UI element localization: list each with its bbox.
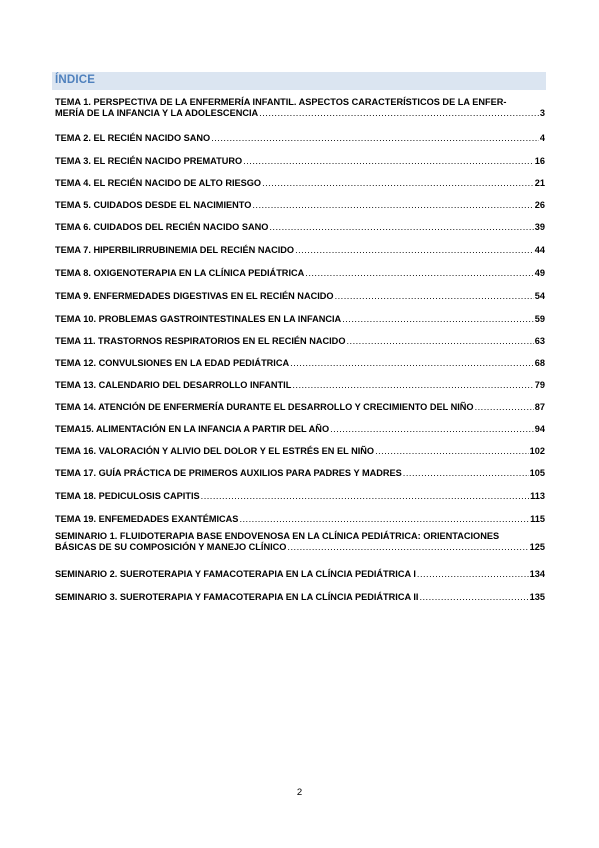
toc-entry-row — [55, 245, 545, 256]
toc-entry-page: 94 — [534, 424, 545, 434]
toc-entry[interactable] — [55, 358, 545, 369]
toc-entry-row — [55, 268, 545, 279]
dot-leader — [346, 336, 533, 347]
dot-leader — [211, 133, 539, 144]
toc-entry-title: TEMA 11. TRASTORNOS RESPIRATORIOS EN EL RECIÉN NACIDO — [55, 336, 346, 346]
toc-entry-title: TEMA 2. EL RECIÉN NACIDO SANO — [55, 133, 211, 143]
toc-entry[interactable] — [55, 380, 545, 391]
toc-entry-row — [55, 156, 545, 167]
toc-entry-row — [55, 491, 545, 502]
toc-entry-page: 125 — [529, 542, 545, 552]
toc-entry-title: TEMA 8. OXIGENOTERAPIA EN LA CLÍNICA PEDIÁTRICA — [55, 268, 305, 278]
toc-entry-page: 49 — [534, 268, 545, 278]
toc-entry-row — [55, 424, 545, 435]
toc-entry-title: TEMA 19. ENFEMEDADES EXANTÉMICAS — [55, 514, 239, 524]
toc-entry-page: 105 — [529, 468, 545, 478]
toc-entry-row — [55, 336, 545, 347]
toc-entry[interactable] — [55, 514, 545, 525]
dot-leader — [292, 380, 533, 391]
toc-entry-title: TEMA 13. CALENDARIO DEL DESARROLLO INFANTIL — [55, 380, 292, 390]
toc-entry[interactable] — [55, 178, 545, 189]
dot-leader — [262, 178, 534, 189]
dot-leader — [243, 156, 534, 167]
toc-entry-title: MERÍA DE LA INFANCIA Y LA ADOLESCENCIA — [55, 108, 259, 118]
toc-entry-title: TEMA 12. CONVULSIONES EN LA EDAD PEDIÁTRICA — [55, 358, 290, 368]
toc-entry-title: TEMA 10. PROBLEMAS GASTROINTESTINALES EN LA INFANCIA — [55, 314, 342, 324]
toc-entry-page: 68 — [534, 358, 545, 368]
toc-entry-row — [55, 358, 545, 369]
toc-entry[interactable] — [55, 222, 545, 233]
toc-entry[interactable] — [55, 200, 545, 211]
dot-leader — [201, 491, 530, 502]
toc-entry-row — [55, 108, 545, 119]
toc-entry-page: 44 — [534, 245, 545, 255]
toc-entry-page: 134 — [529, 569, 545, 579]
dot-leader — [342, 314, 534, 325]
toc-entry-page: 63 — [534, 336, 545, 346]
toc-entry-page: 4 — [539, 133, 545, 143]
page-number: 2 — [296, 787, 303, 798]
toc-entry-row — [55, 592, 545, 603]
toc-entry[interactable] — [55, 531, 545, 553]
toc-entry[interactable] — [55, 424, 545, 435]
toc-entry[interactable] — [55, 336, 545, 347]
toc-entry-title: TEMA15. ALIMENTACIÓN EN LA INFANCIA A PARTIR DEL AÑO — [55, 424, 330, 434]
toc-entry-page: 87 — [534, 402, 545, 412]
toc-entry[interactable] — [55, 446, 545, 457]
toc-entry-title: TEMA 18. PEDICULOSIS CAPITIS — [55, 491, 200, 501]
dot-leader — [269, 222, 533, 233]
toc-entry-title: SEMINARIO 2. SUEROTERAPIA Y FAMACOTERAPIA EN LA CLÍNCIA PEDIÁTRICA I — [55, 569, 416, 579]
toc-entry-title: TEMA 7. HIPERBILIRRUBINEMIA DEL RECIÉN NACIDO — [55, 245, 295, 255]
toc-entry-title-line1: TEMA 1. PERSPECTIVA DE LA ENFERMERÍA INFANTIL. ASPECTOS CARACTERÍSTICOS DE LA ENFER- — [55, 97, 507, 107]
toc-entry-title: TEMA 9. ENFERMEDADES DIGESTIVAS EN EL RECIÉN NACIDO — [55, 291, 334, 301]
toc-entry-row — [55, 514, 545, 525]
toc-entry-title: BÁSICAS DE SU COMPOSICIÓN Y MANEJO CLÍNICO — [55, 542, 287, 552]
toc-entry-title: TEMA 17. GUÍA PRÁCTICA DE PRIMEROS AUXILIOS PARA PADRES Y MADRES — [55, 468, 402, 478]
toc-entry-title: TEMA 14. ATENCIÓN DE ENFERMERÍA DURANTE EL DESARROLLO Y CRECIMIENTO DEL NIÑO — [55, 402, 474, 412]
toc-entry[interactable] — [55, 468, 545, 479]
toc-entry-title: TEMA 5. CUIDADOS DESDE EL NACIMIENTO — [55, 200, 252, 210]
toc-entry[interactable] — [55, 592, 545, 603]
dot-leader — [335, 291, 534, 302]
toc-entry-page: 115 — [530, 514, 545, 524]
toc-entry-row — [55, 133, 545, 144]
toc-entry-title: TEMA 4. EL RECIÉN NACIDO DE ALTO RIESGO — [55, 178, 262, 188]
index-heading-bar — [52, 72, 546, 90]
toc-entry-row — [55, 291, 545, 302]
dot-leader — [295, 245, 534, 256]
dot-leader — [239, 514, 529, 525]
toc-entry-page: 39 — [534, 222, 545, 232]
toc-entry-row — [55, 200, 545, 211]
toc-entry-row — [55, 468, 545, 479]
toc-entry-page: 26 — [534, 200, 545, 210]
toc-entry-row — [55, 446, 545, 457]
dot-leader — [475, 402, 534, 413]
toc-entry-page: 54 — [534, 291, 545, 301]
toc-entry-page: 3 — [539, 108, 545, 118]
toc-entry[interactable] — [55, 569, 545, 580]
dot-leader — [330, 424, 534, 435]
toc-entry-row — [55, 314, 545, 325]
toc-entry[interactable] — [55, 133, 545, 144]
toc-entry-row — [55, 402, 545, 413]
toc-entry-row — [55, 542, 545, 553]
toc-entry[interactable] — [55, 245, 545, 256]
toc-entry[interactable] — [55, 97, 545, 119]
toc-entry-page: 113 — [530, 491, 545, 501]
toc-entry-row — [55, 178, 545, 189]
dot-leader — [287, 542, 528, 553]
toc-entry-title: SEMINARIO 3. SUEROTERAPIA Y FAMACOTERAPIA EN LA CLÍNCIA PEDIÁTRICA II — [55, 592, 419, 602]
toc-entry[interactable] — [55, 402, 545, 413]
toc-entry[interactable] — [55, 268, 545, 279]
toc-entry[interactable] — [55, 291, 545, 302]
toc-entry-page: 135 — [529, 592, 545, 602]
index-heading: ÍNDICE — [55, 74, 96, 86]
dot-leader — [419, 592, 528, 603]
toc-entry-row — [55, 569, 545, 580]
toc-entry[interactable] — [55, 156, 545, 167]
dot-leader — [375, 446, 529, 457]
toc-entry-page: 16 — [534, 156, 545, 166]
toc-entry-page: 102 — [529, 446, 545, 456]
toc-entry-title: TEMA 3. EL RECIÉN NACIDO PREMATURO — [55, 156, 243, 166]
toc-entry[interactable] — [55, 491, 545, 502]
toc-entry-page: 79 — [534, 380, 545, 390]
dot-leader — [417, 569, 529, 580]
dot-leader — [305, 268, 534, 279]
toc-entry-row — [55, 222, 545, 233]
toc-entry-title: TEMA 6. CUIDADOS DEL RECIÉN NACIDO SANO — [55, 222, 269, 232]
toc-entry-page: 21 — [534, 178, 545, 188]
dot-leader — [259, 108, 539, 119]
dot-leader — [290, 358, 534, 369]
toc-entry-title: TEMA 16. VALORACIÓN Y ALIVIO DEL DOLOR Y EL ESTRÉS EN EL NIÑO — [55, 446, 375, 456]
toc-entry-title-line1: SEMINARIO 1. FLUIDOTERAPIA BASE ENDOVENOSA EN LA CLÍNICA PEDIÁTRICA: ORIENTACIONES — [55, 531, 500, 541]
toc-entry-page: 59 — [534, 314, 545, 324]
dot-leader — [403, 468, 529, 479]
toc-entry-row — [55, 380, 545, 391]
dot-leader — [252, 200, 533, 211]
toc-entry[interactable] — [55, 314, 545, 325]
